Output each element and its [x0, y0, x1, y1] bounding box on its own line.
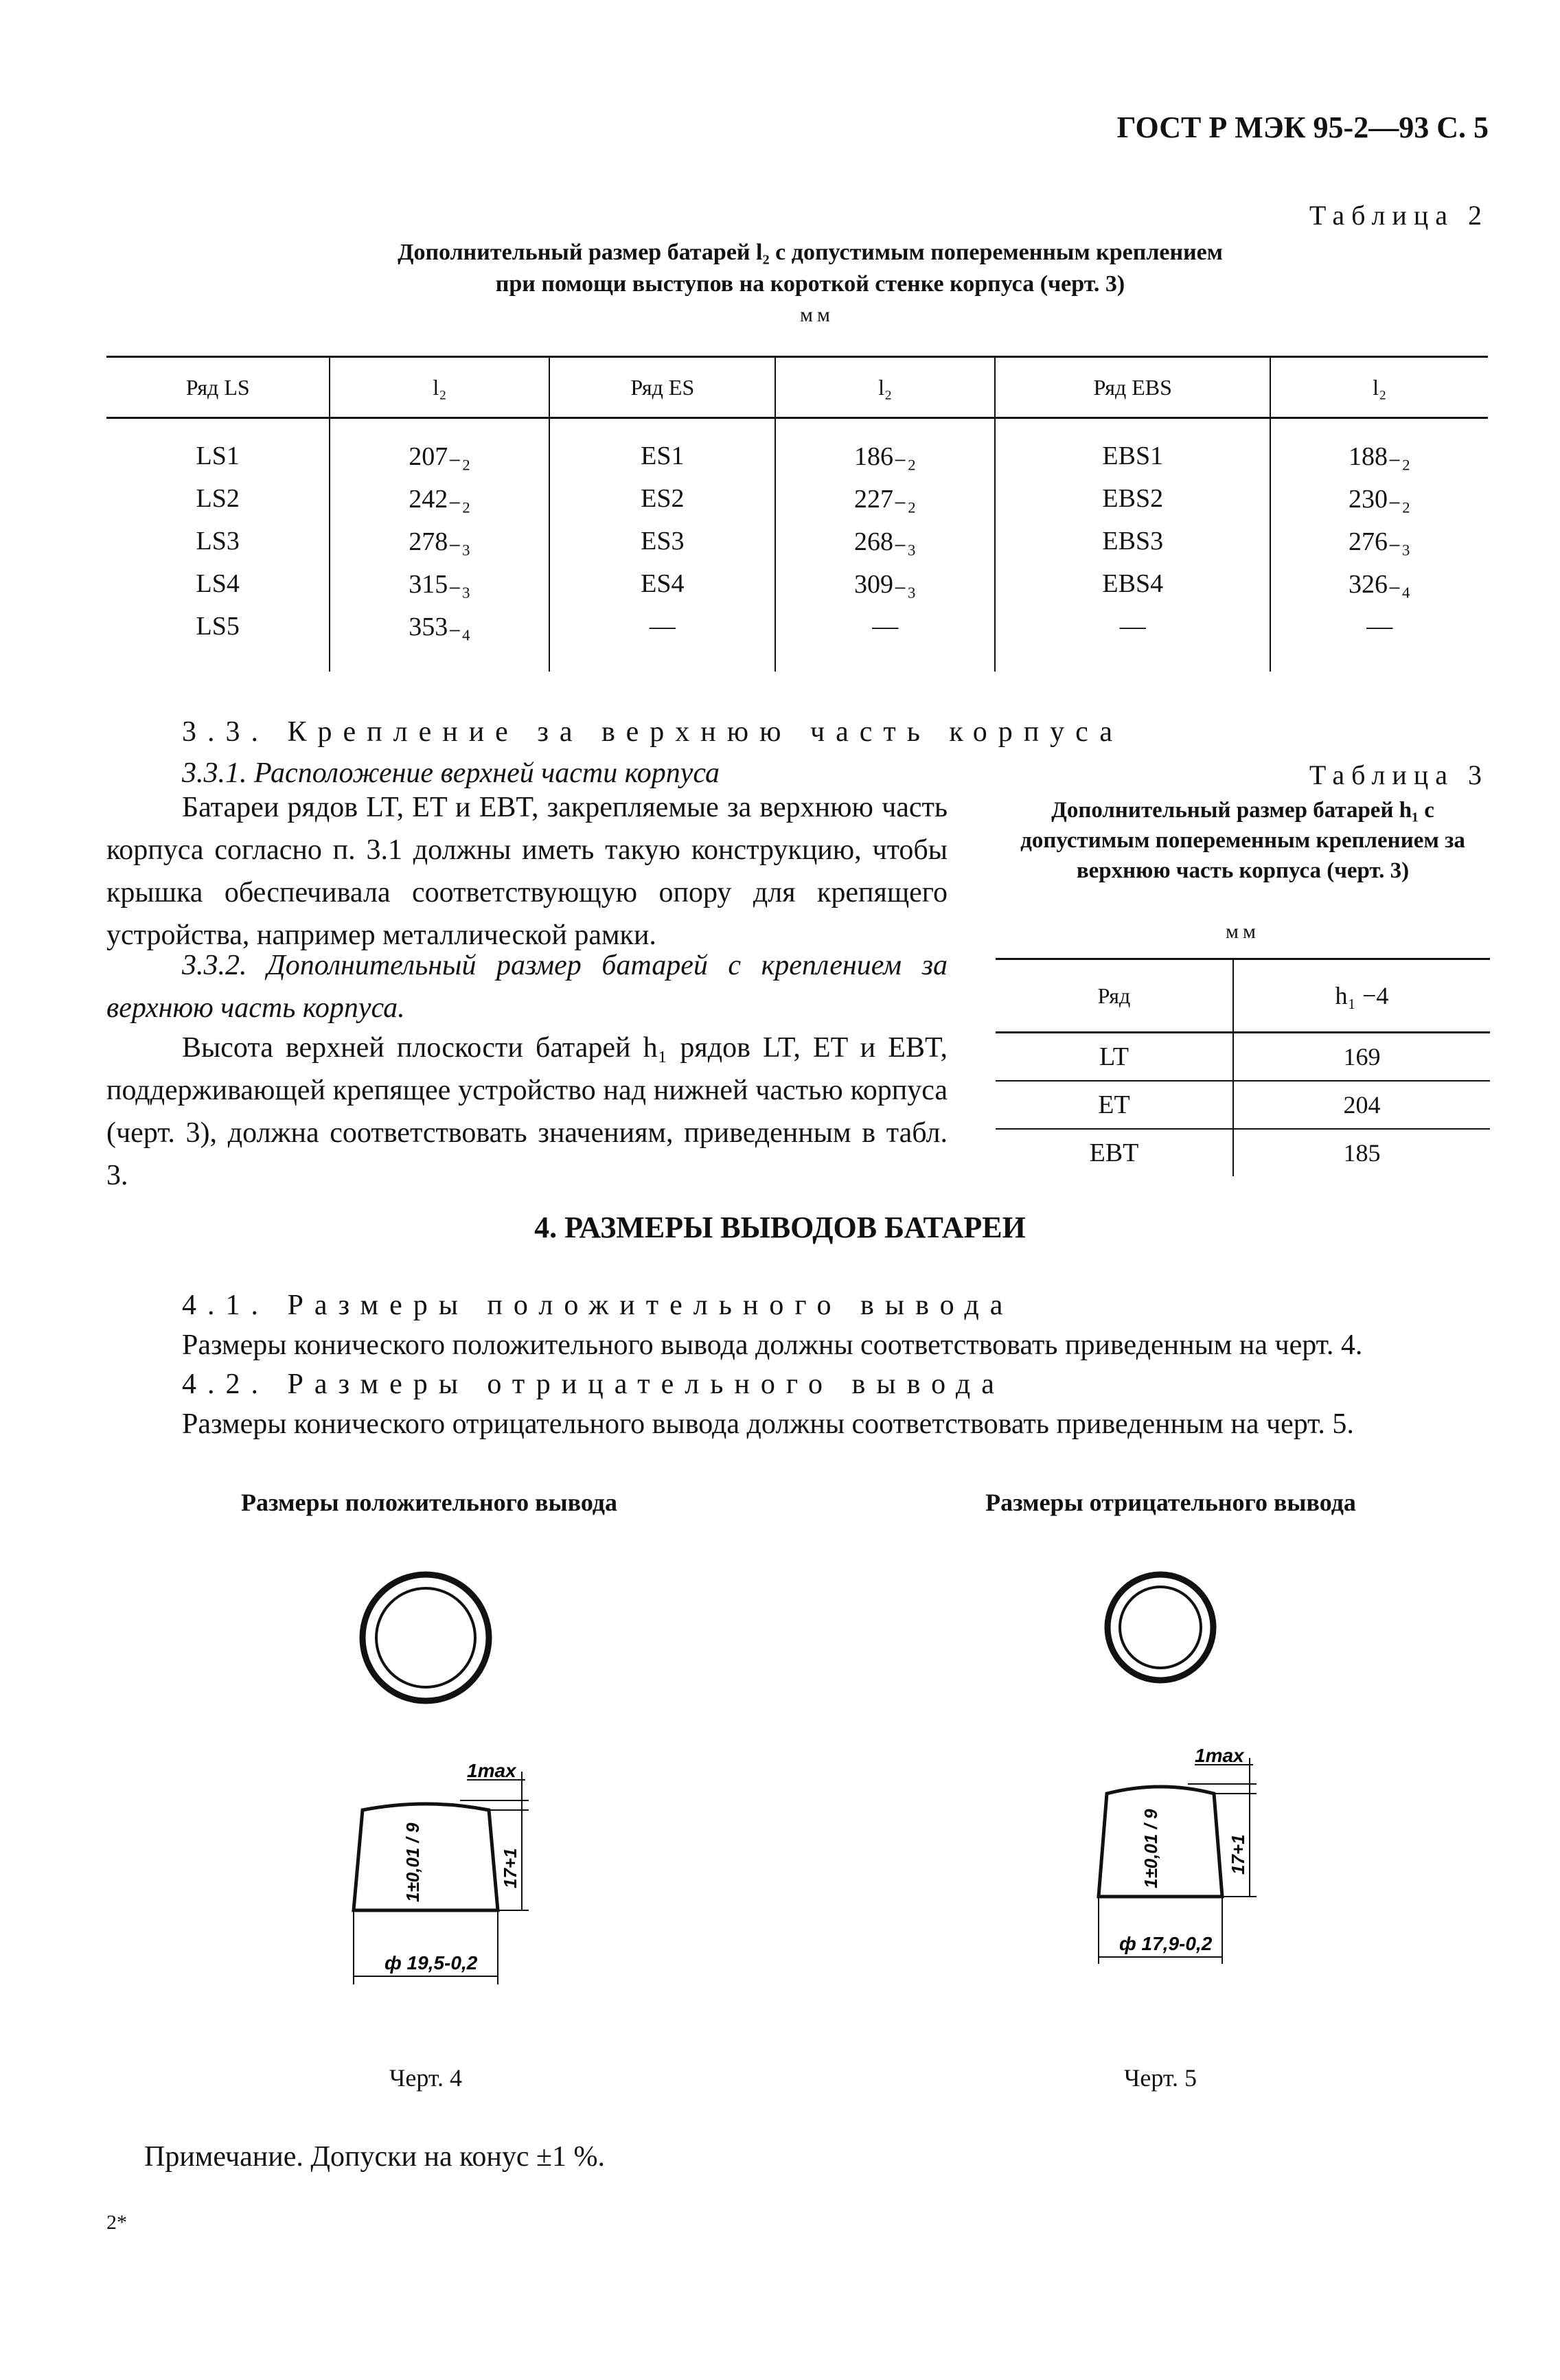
table-cell: LS5	[196, 612, 240, 641]
table2-caption	[261, 237, 1360, 300]
col-header: Ряд EBS	[995, 357, 1270, 418]
fig4-dim-dia: ф 19,5-0,2	[385, 1952, 478, 1973]
fig4-inner-ring	[376, 1588, 475, 1687]
table-cell: LS2	[196, 484, 240, 513]
section-4-2-text: Размеры конического отрицательного вывода должны соответствовать приведенным на черт. 5.	[182, 1408, 1354, 1440]
section-4-2-title: 4.2. Размеры отрицательного вывода	[182, 1369, 1005, 1400]
table-cell: 185	[1233, 1129, 1490, 1176]
table3-label: Таблица 3	[1309, 759, 1489, 790]
col-header: Ряд LS	[106, 357, 330, 418]
page-header: ГОСТ Р МЭК 95-2—93 С. 5	[1116, 111, 1489, 144]
table2-unit: мм	[800, 304, 834, 326]
table-cell: 242₋₂	[330, 477, 549, 520]
table-row	[996, 1081, 1490, 1129]
fig4-dim-top: 1max	[467, 1760, 516, 1781]
fig5-dim-dia: ф 17,9-0,2	[1119, 1933, 1213, 1954]
table-cell: ES2	[549, 477, 775, 520]
table3	[996, 958, 1490, 1176]
table-cell: ES4	[549, 562, 775, 605]
fig5-caption: Размеры отрицательного вывода	[985, 1489, 1356, 1516]
fig5-drawing	[1057, 1559, 1305, 2026]
table-cell: ET	[996, 1081, 1233, 1129]
table2-label: Таблица 2	[1309, 200, 1489, 231]
table-cell: ES1	[549, 418, 775, 478]
table-cell: —	[775, 605, 995, 672]
table-cell: 169	[1233, 1033, 1490, 1082]
table3-caption: Дополнительный размер батарей h₁ с допустимым попеременным креплением за верхнюю часть корпуса (черт. 3)	[1020, 798, 1465, 883]
col-header: Ряд ES	[549, 357, 775, 418]
fig4-caption: Размеры положительного вывода	[241, 1489, 617, 1516]
table-cell: —	[549, 605, 775, 672]
table-cell: LT	[996, 1033, 1233, 1082]
table-cell: LS1	[196, 442, 240, 470]
table-cell: 230₋₂	[1270, 477, 1488, 520]
table-header-row	[996, 959, 1490, 1033]
col-header: l₂	[330, 357, 549, 418]
fig5-dim-inner: 1±0,01 / 9	[1140, 1809, 1161, 1888]
table-cell: EBS4	[995, 562, 1270, 605]
table-cell: 326₋₄	[1270, 562, 1488, 605]
table-cell: 315₋₃	[330, 562, 549, 605]
table-cell: ES3	[549, 520, 775, 562]
table-cell: 353₋₄	[330, 605, 549, 672]
section-4-1-title: 4.1. Размеры положительного вывода	[182, 1290, 1014, 1321]
table-cell: 268₋₃	[775, 520, 995, 562]
table-cell: 188₋₂	[1270, 418, 1488, 478]
table-cell: —	[1270, 605, 1488, 672]
table-cell: LS3	[196, 527, 240, 556]
fig4-dim-side: 17+1	[500, 1848, 520, 1888]
table-cell: 227₋₂	[775, 477, 995, 520]
col-header: l₂	[775, 357, 995, 418]
fig5-dim-side: 17+1	[1228, 1834, 1248, 1875]
col-header: Ряд	[996, 959, 1233, 1033]
table-cell: 207₋₂	[330, 418, 549, 478]
table-cell: EBT	[1089, 1138, 1139, 1167]
fig5-dim-top: 1max	[1195, 1745, 1244, 1766]
note: Примечание. Допуски на конус ±1 %.	[144, 2141, 606, 2173]
table-row	[106, 477, 1488, 520]
table-row	[106, 562, 1488, 605]
fig5-outer-ring	[1108, 1575, 1213, 1680]
fig4-drawing	[323, 1559, 570, 2026]
section-3-3-title: 3.3. Крепление за верхнюю часть корпуса	[182, 716, 1123, 748]
table-row	[106, 520, 1488, 562]
table3-unit: мм	[1226, 920, 1260, 943]
table-cell: EBS1	[995, 418, 1270, 478]
fig5-inner-ring	[1120, 1587, 1201, 1668]
fig5-label: Черт. 5	[1124, 2064, 1197, 2092]
table-cell: 186₋₂	[775, 418, 995, 478]
section-3-3-2-text: Высота верхней плоскости батарей h₁ рядов LT, ET и EBT, поддерживающей крепящее устройство над нижней частью корпуса (черт. 3), должна соответствовать значениям, приведенным в табл. 3.	[106, 1032, 948, 1191]
table-cell: 309₋₃	[775, 562, 995, 605]
col-header: h₁ −4	[1233, 959, 1490, 1033]
table-cell: —	[995, 605, 1270, 672]
table2-caption-line1: Дополнительный размер батарей l₂ с допустимым попеременным креплением	[398, 240, 1223, 265]
table-cell: LS4	[196, 569, 240, 598]
table-cell: EBS2	[995, 477, 1270, 520]
col-header: l₂	[1270, 357, 1488, 418]
table-row	[996, 1129, 1490, 1176]
table-cell: 278₋₃	[330, 520, 549, 562]
table-cell: EBS3	[995, 520, 1270, 562]
fig4-dim-inner: 1±0,01 / 9	[402, 1822, 423, 1902]
section-3-3-1-text: Батареи рядов LT, ET и EBT, закрепляемые за верхнюю часть корпуса согласно п. 3.1 должны иметь такую конструкцию, чтобы крышка обеспечивала соответствующую опору для крепящего устройства, например металлической рамки.	[106, 792, 948, 951]
section-4-1-text: Размеры конического положительного вывода должны соответствовать приведенным на черт. 4.	[182, 1329, 1363, 1361]
section-4-title: 4. РАЗМЕРЫ ВЫВОДОВ БАТАРЕИ	[534, 1211, 1026, 1244]
fig4-terminal-profile	[354, 1804, 498, 1910]
fig4-label: Черт. 4	[389, 2064, 462, 2092]
page-mark: 2*	[106, 2211, 127, 2234]
table-cell: 204	[1233, 1081, 1490, 1129]
table-header-row	[106, 357, 1488, 418]
section-3-3-2-title: 3.3.2. Дополнительный размер батарей с креплением за верхнюю часть корпуса.	[106, 950, 948, 1024]
table-row	[106, 605, 1488, 672]
table2	[106, 356, 1488, 672]
table-cell: 276₋₃	[1270, 520, 1488, 562]
table2-caption-line2: при помощи выступов на короткой стенке корпуса (черт. 3)	[495, 271, 1125, 297]
section-3-3-1-title: 3.3.1. Расположение верхней части корпуса	[182, 757, 720, 789]
fig4-outer-ring	[363, 1575, 489, 1701]
table-row	[996, 1033, 1490, 1082]
table-row	[106, 418, 1488, 478]
